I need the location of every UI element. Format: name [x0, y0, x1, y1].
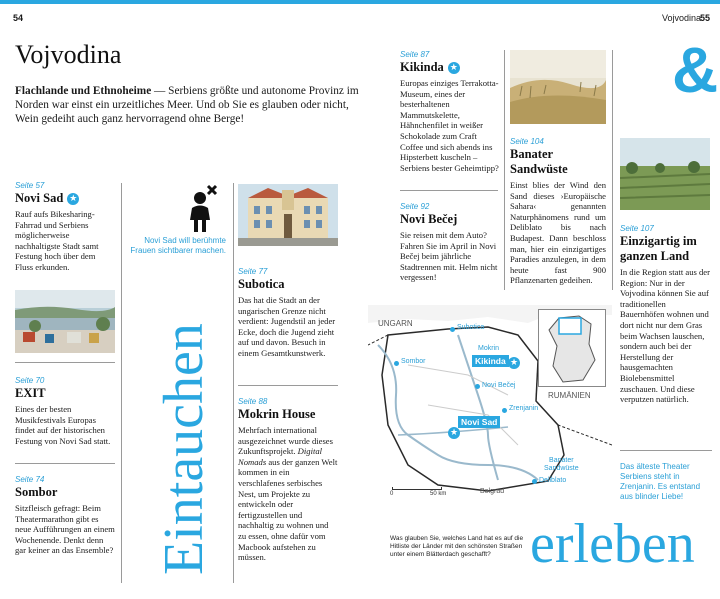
column-rule — [233, 183, 234, 583]
section-ref: Seite 107 — [620, 224, 654, 233]
caption-question: Was glauben Sie, welches Land hat es auf die Hitliste der Länder mit den schönsten Straßen unter einem Blätterdach geschafft? — [390, 535, 524, 558]
map-label-zrenjanin: Zrenjanin — [509, 405, 539, 412]
vertical-word-eintauchen: Eintauchen — [153, 323, 215, 575]
region-map — [368, 305, 612, 500]
section-body: Sitzfleisch gefragt: Beim Theatermarathon gibt es neue Aufführungen an einem Wochenende. Denkt denn gar keiner an das Ensemble? — [15, 503, 115, 556]
section-banat — [510, 137, 606, 286]
map-dot-deliblato — [532, 479, 537, 484]
section-body: Rauf aufs Bikesharing-Fahrrad und Serbiens möglicherweise nachhaltigste Stadt samt Festung hoch über dem Fluss erkunden. — [15, 209, 99, 272]
star-icon: ★ — [509, 358, 519, 368]
photo-subotica-townhall — [238, 184, 338, 246]
intro-bold: Flachlande und Ethnoheime — [15, 85, 152, 97]
section-novibecej — [400, 202, 500, 283]
section-exit — [15, 376, 115, 446]
divider — [400, 190, 498, 191]
caption-women: Novi Sad will berühmte Frauen sichtbarer machen. — [130, 236, 226, 255]
section-heading: Novi Bečej — [400, 212, 458, 226]
divider — [620, 450, 712, 451]
map-dot-subotica — [450, 327, 455, 332]
map-label-belgrad: Belgrad — [480, 488, 505, 495]
section-body: In die Region statt aus der Region: Nur in der Vojvodina können Sie auf traditionellen Bauernhöfen wohnen und dort nicht nur dem Gras beim Wachsen lauschen, sondern auch bei der Herstellung der hausgemachten Biolebensmittel zuschauen. Und diese verputzen natürlich. — [620, 267, 710, 405]
map-label-novisad: Novi Sad — [458, 416, 500, 428]
map-label-rumaenien: RUMÄNIEN — [548, 391, 591, 400]
section-ref: Seite 57 — [15, 181, 45, 190]
section-body: Eines der besten Musikfestivals Europas findet auf der historischen Festung von Novi Sad statt. — [15, 404, 111, 446]
section-body: Das hat die Stadt an der ungarischen Grenze nicht verdient: Jugendstil an jeder Ecke, doch die Jugend zieht auf und davon. Besuch in einem Gesamtkunstwerk. — [238, 295, 336, 358]
page-title: Vojvodina — [15, 40, 122, 69]
star-icon: ★ — [449, 63, 458, 73]
star-icon: ★ — [449, 428, 459, 438]
photo-sand-dunes — [510, 50, 606, 124]
map-scale-bar — [392, 487, 442, 490]
section-body: Sie reisen mit dem Auto? Fahren Sie im April in Novi Bečej beim jährliche Stadtrennen mit. Helm nicht vergessen! — [400, 230, 498, 283]
map-label-novibecej: Novi Bečej — [482, 382, 516, 389]
section-heading: EXIT — [15, 386, 46, 400]
page-number-right: 55 — [700, 13, 711, 23]
photo-farm-countryside — [620, 138, 710, 210]
map-label-kikinda: Kikinda — [472, 355, 509, 367]
caption-theater: Das älteste Theater Serbiens steht in Zrenjanin. Es entstand aus blinder Liebe! — [620, 462, 701, 501]
woman-symbol-icon — [186, 184, 218, 239]
section-heading: Kikinda ★ — [400, 60, 458, 74]
page-number-left: 54 — [13, 13, 24, 23]
column-rule — [612, 50, 613, 290]
section-heading: Banater Sandwüste — [510, 147, 568, 176]
map-label-subotica: Subotica — [457, 324, 485, 331]
map-scale-fifty: 50 km — [430, 491, 447, 497]
section-subotica — [238, 267, 338, 359]
divider — [15, 362, 115, 363]
section-body: Mehrfach international ausgezeichnet wurde dieses Zukunftsprojekt. Digital Nomads aus der ganzen Welt kommen in ein verschlafenes serbisches Nest, um Projekte zu entwickeln oder fertigzustellen und nachhaltig zu wohnen und zu essen, ohne dafür vom Macbook aufstehen zu müssen. — [238, 425, 338, 563]
section-heading: Subotica — [238, 277, 285, 291]
section-heading: Einzigartig im ganzen Land — [620, 234, 697, 263]
map-label-mokrin: Mokrin — [478, 345, 500, 352]
section-ref: Seite 74 — [15, 475, 45, 484]
map-dot-zrenjanin — [502, 408, 507, 413]
section-kikinda — [400, 50, 500, 173]
column-rule — [504, 50, 505, 290]
section-ref: Seite 77 — [238, 267, 268, 276]
section-sombor — [15, 475, 115, 556]
map-label-deliblato: Deliblato — [539, 477, 567, 484]
section-ref: Seite 70 — [15, 376, 45, 385]
top-accent-bar-left — [0, 0, 360, 4]
divider — [238, 385, 338, 386]
map-dot-sombor — [394, 361, 399, 366]
divider — [15, 463, 115, 464]
photo-novisad-riverside — [15, 290, 115, 353]
top-accent-bar-right — [360, 0, 720, 4]
intro-paragraph — [15, 84, 360, 126]
section-body: Europas einziges Terrakotta-Museum, eines der besterhaltenen Mammutskelette, Hähnchenfilet in weißer Schokolade zum Craft Coffee und sich abends ins Hipsterbett kuscheln – Serbiens bester Geheimtipp? — [400, 78, 499, 173]
section-ref: Seite 87 — [400, 50, 430, 59]
section-body: Einst blies der Wind den Sand dieses ›Europäische Sahara‹ genannten Naturphänomens rund um Deliblato bis nach Budapest. Dann beschloss man, hier ein einzigartiges Paradies anzulegen, in dem heute fast 900 Pflanzenarten gedeihen. — [510, 180, 606, 286]
map-label-sombor: Sombor — [401, 358, 426, 365]
section-heading: Novi Sad ★ — [15, 191, 78, 205]
map-scale-zero: 0 — [390, 491, 394, 497]
map-inset — [538, 309, 606, 387]
section-ref: Seite 104 — [510, 137, 544, 146]
ampersand-decoration: & — [672, 34, 719, 106]
word-erleben: erleben — [530, 513, 695, 575]
section-einzigartig — [620, 224, 712, 405]
section-mokrin — [238, 397, 338, 563]
star-icon: ★ — [69, 194, 78, 204]
section-heading: Mokrin House — [238, 407, 316, 421]
intro-text: — Serbiens größte und autonome Provinz im Norden war einst ein urzeitliches Meer. Und ob Sie es glauben oder nicht, Wein gedeiht auch ganz hervorragend ohne Berge! — [15, 85, 359, 125]
section-ref: Seite 88 — [238, 397, 268, 406]
map-dot-novibecej — [475, 384, 480, 389]
section-ref: Seite 92 — [400, 202, 430, 211]
map-label-banat: Banater Sandwüste — [544, 457, 579, 472]
chapter-title: Vojvodina — [662, 13, 702, 23]
section-novisad — [15, 181, 115, 273]
column-rule — [121, 183, 122, 583]
section-heading: Sombor — [15, 485, 58, 499]
map-label-ungarn: UNGARN — [378, 319, 413, 328]
